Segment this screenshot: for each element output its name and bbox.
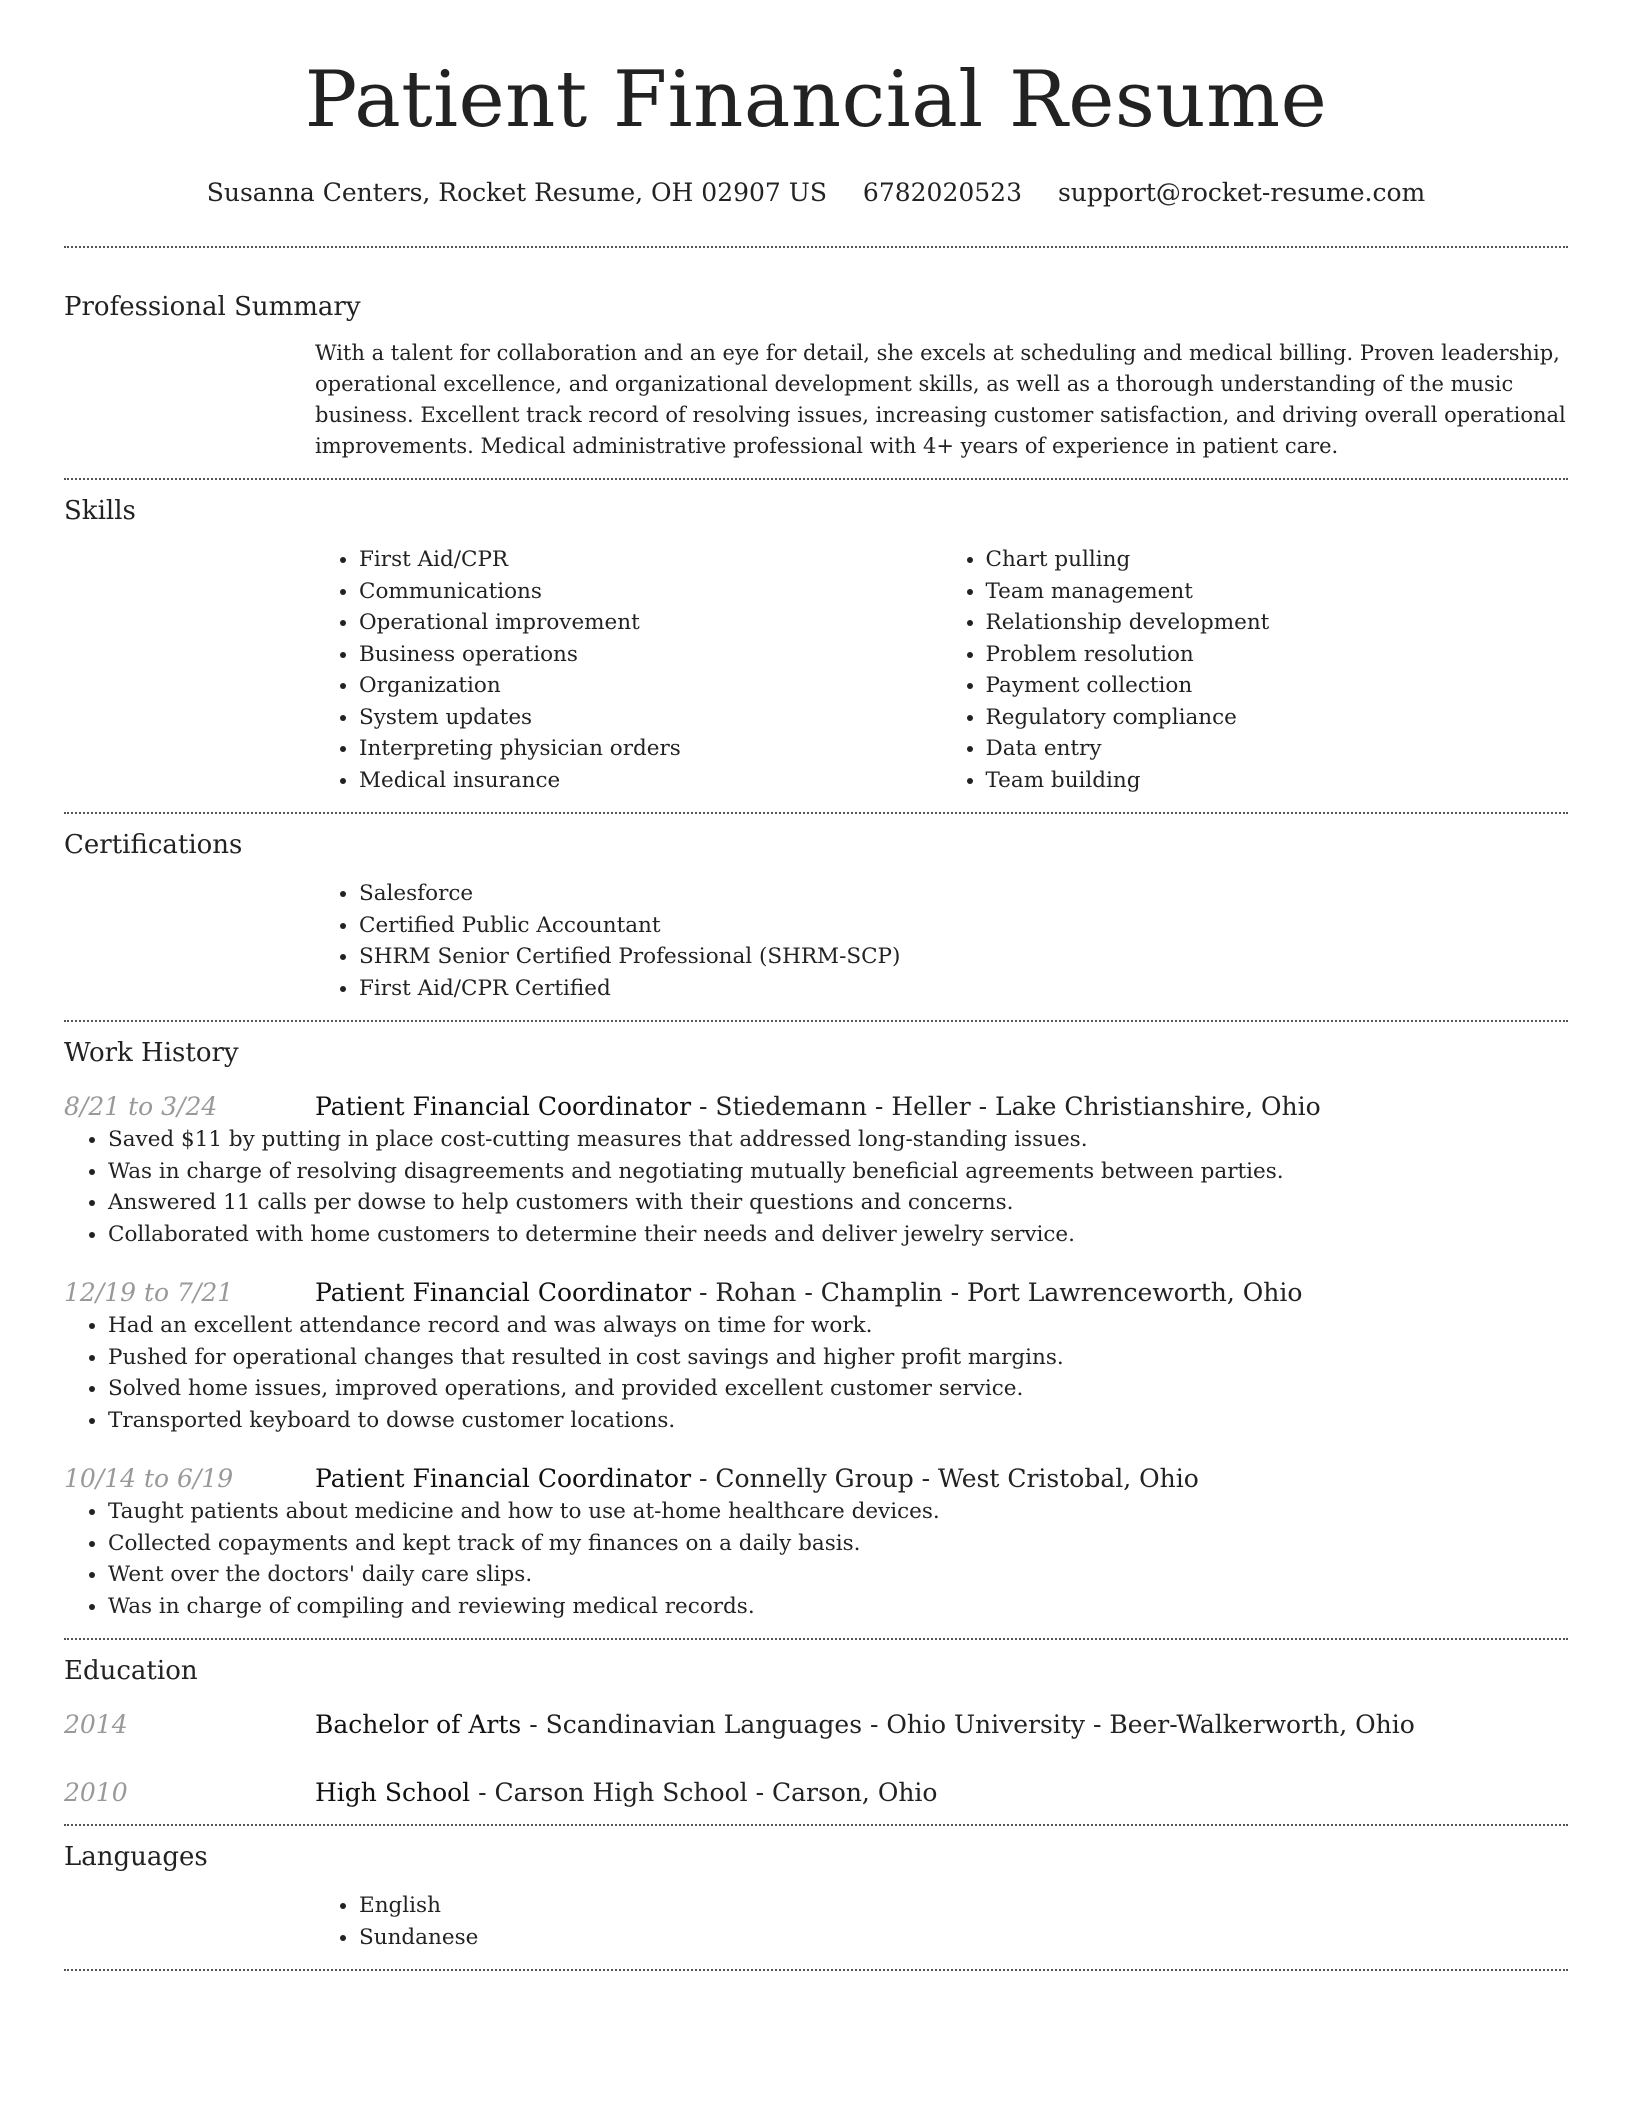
skills-grid	[315, 544, 1568, 796]
job-title: Patient Financial Coordinator	[315, 1092, 692, 1121]
work-position	[315, 1462, 1199, 1496]
section-professional-summary	[64, 290, 1568, 462]
summary-text: With a talent for collaboration and an eye for detail, she excels at scheduling and medical billing. Proven leadership, operational excellence, and organizational development skills, as well as a thorough understanding of the music business. Excellent track record of resolving issues, increasing customer satisfaction, and driving overall operational improvements. Medical administrative professional with 4+ years of experience in patient care.	[315, 341, 1566, 458]
work-entry	[64, 1090, 1568, 1250]
certification-item: • First Aid/CPR Certified	[359, 973, 1568, 1005]
skills-list-left	[315, 544, 942, 796]
education-entry	[64, 1776, 1568, 1810]
work-bullet: • Saved $11 by putting in place cost-cutting measures that addressed long-standing issues.	[108, 1124, 1568, 1156]
work-position	[315, 1090, 1321, 1124]
skill-item: • Team management	[986, 576, 1569, 608]
languages-block	[315, 1890, 1568, 1953]
certification-item: • SHRM Senior Certified Professional (SHRM-SCP)	[359, 941, 1568, 973]
education-details: - Carson High School - Carson, Ohio	[470, 1778, 938, 1807]
contact-phone: 6782020523	[862, 178, 1022, 207]
work-bullets	[64, 1496, 1568, 1622]
work-entry	[64, 1462, 1568, 1622]
work-bullet: • Was in charge of resolving disagreements and negotiating mutually beneficial agreements between parties.	[108, 1156, 1568, 1188]
skill-item: • Interpreting physician orders	[359, 733, 942, 765]
skill-item: • Regulatory compliance	[986, 702, 1569, 734]
contact-address: Susanna Centers, Rocket Resume, OH 02907 US	[206, 178, 827, 207]
divider	[64, 1638, 1568, 1640]
work-bullet: • Transported keyboard to dowse customer locations.	[108, 1405, 1568, 1437]
work-entry	[64, 1276, 1568, 1436]
job-title: Patient Financial Coordinator	[315, 1464, 692, 1493]
skill-item: • Operational improvement	[359, 607, 942, 639]
section-certifications	[64, 828, 1568, 1004]
skill-item: • System updates	[359, 702, 942, 734]
divider	[64, 478, 1568, 480]
education-degree: Bachelor of Arts	[315, 1710, 522, 1739]
skill-item: • Business operations	[359, 639, 942, 671]
skill-item: • Data entry	[986, 733, 1569, 765]
job-employer: - Stiedemann - Heller - Lake Christianshire, Ohio	[691, 1092, 1321, 1121]
work-bullet: • Went over the doctors' daily care slips.	[108, 1559, 1568, 1591]
work-bullets	[64, 1124, 1568, 1250]
section-education	[64, 1654, 1568, 1810]
divider	[64, 246, 1568, 248]
resume-title: Patient Financial Resume	[304, 55, 1328, 145]
work-bullet: • Was in charge of compiling and reviewing medical records.	[108, 1591, 1568, 1623]
work-bullet: • Pushed for operational changes that resulted in cost savings and higher profit margins.	[108, 1342, 1568, 1374]
languages-list	[315, 1890, 1568, 1953]
skills-list-right	[942, 544, 1569, 796]
work-position	[315, 1276, 1302, 1310]
skill-item: • Chart pulling	[986, 544, 1569, 576]
education-degree-line	[315, 1708, 1415, 1742]
language-item: • Sundanese	[359, 1922, 1568, 1954]
section-heading-skills: Skills	[64, 496, 136, 526]
work-bullet: • Taught patients about medicine and how to use at-home healthcare devices.	[108, 1496, 1568, 1528]
contact-email: support@rocket-resume.com	[1057, 178, 1426, 207]
skill-item: • First Aid/CPR	[359, 544, 942, 576]
section-heading-languages: Languages	[64, 1842, 208, 1872]
work-bullet: • Collaborated with home customers to determine their needs and deliver jewelry service.	[108, 1219, 1568, 1251]
certifications-block	[315, 878, 1568, 1004]
work-entries	[64, 1090, 1568, 1622]
skill-item: • Organization	[359, 670, 942, 702]
skill-item: • Medical insurance	[359, 765, 942, 797]
divider	[64, 1020, 1568, 1022]
section-heading-work: Work History	[64, 1038, 239, 1068]
section-work-history	[64, 1036, 1568, 1622]
work-bullet: • Answered 11 calls per dowse to help customers with their questions and concerns.	[108, 1187, 1568, 1219]
work-dates: 12/19 to 7/21	[64, 1278, 234, 1307]
skill-item: • Communications	[359, 576, 942, 608]
work-bullet: • Had an excellent attendance record and was always on time for work.	[108, 1310, 1568, 1342]
education-degree: High School	[315, 1778, 471, 1807]
work-entry-header	[64, 1276, 1568, 1310]
work-dates: 8/21 to 3/24	[64, 1092, 218, 1121]
section-heading-certifications: Certifications	[64, 830, 243, 860]
skill-item: • Team building	[986, 765, 1569, 797]
job-employer: - Rohan - Champlin - Port Lawrenceworth, Ohio	[691, 1278, 1303, 1307]
job-employer: - Connelly Group - West Cristobal, Ohio	[691, 1464, 1199, 1493]
education-year: 2014	[64, 1710, 128, 1739]
skill-item: • Relationship development	[986, 607, 1569, 639]
job-title: Patient Financial Coordinator	[315, 1278, 692, 1307]
section-heading-summary: Professional Summary	[64, 292, 361, 322]
education-entries	[64, 1708, 1568, 1810]
section-languages	[64, 1840, 1568, 1953]
work-bullet: • Solved home issues, improved operations, and provided excellent customer service.	[108, 1373, 1568, 1405]
work-entry-header	[64, 1090, 1568, 1124]
skill-item: • Payment collection	[986, 670, 1569, 702]
contact-line	[64, 176, 1568, 210]
certification-item: • Certified Public Accountant	[359, 910, 1568, 942]
section-heading-education: Education	[64, 1656, 198, 1686]
section-skills	[64, 494, 1568, 796]
divider	[64, 1824, 1568, 1826]
work-entry-header	[64, 1462, 1568, 1496]
education-entry	[64, 1708, 1568, 1742]
divider	[64, 1969, 1568, 1971]
work-bullets	[64, 1310, 1568, 1436]
certification-item: • Salesforce	[359, 878, 1568, 910]
certifications-list	[315, 878, 1568, 1004]
language-item: • English	[359, 1890, 1568, 1922]
education-degree-line	[315, 1776, 937, 1810]
skill-item: • Problem resolution	[986, 639, 1569, 671]
education-year: 2010	[64, 1778, 128, 1807]
education-details: - Scandinavian Languages - Ohio University - Beer-Walkerworth, Ohio	[521, 1710, 1415, 1739]
work-dates: 10/14 to 6/19	[64, 1464, 234, 1493]
work-bullet: • Collected copayments and kept track of my finances on a daily basis.	[108, 1528, 1568, 1560]
divider	[64, 812, 1568, 814]
